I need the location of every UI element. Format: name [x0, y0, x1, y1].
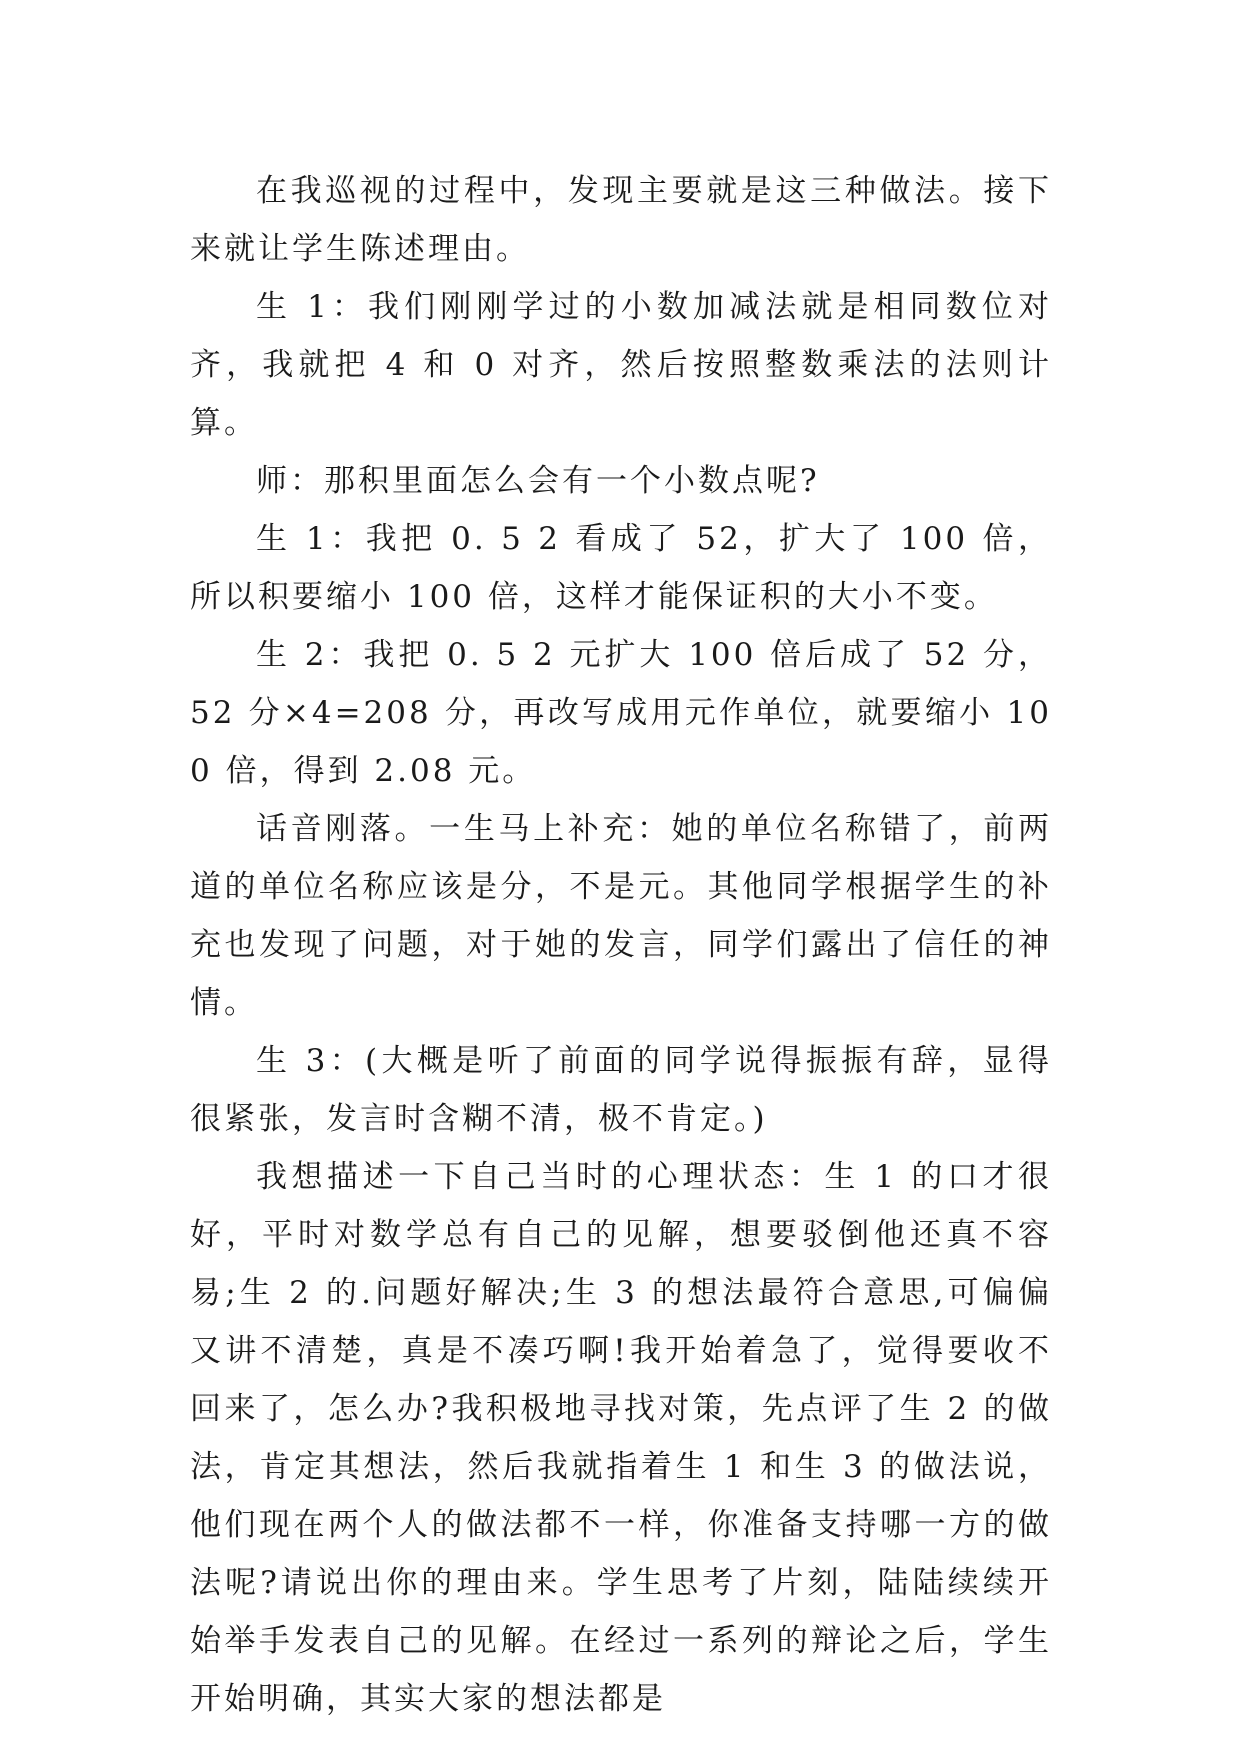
paragraph: 生 1：我们刚刚学过的小数加减法就是相同数位对齐，我就把 4 和 0 对齐，然后按照整数乘法的法则计算。: [190, 289, 1052, 441]
paragraph: 生 3：(大概是听了前面的同学说得振振有辞，显得很紧张，发言时含糊不清，极不肯定。): [190, 1043, 1052, 1137]
paragraph: 生 1：我把 0. 5 2 看成了 52，扩大了 100 倍，所以积要缩小 100 倍，这样才能保证积的大小不变。: [190, 521, 1052, 615]
paragraph: 话音刚落。一生马上补充：她的单位名称错了，前两道的单位名称应该是分，不是元。其他同学根据学生的补充也发现了问题，对于她的发言，同学们露出了信任的神情。: [190, 811, 1052, 1021]
document-body: [190, 162, 1052, 1728]
paragraph: 师：那积里面怎么会有一个小数点呢?: [256, 463, 820, 499]
paragraph: 我想描述一下自己当时的心理状态：生 1 的口才很好，平时对数学总有自己的见解，想要驳倒他还真不容易;生 2 的.问题好解决;生 3 的想法最符合意思,可偏偏又讲不清楚，真是不凑巧啊!我开始着急了，觉得要收不回来了，怎么办?我积极地寻找对策，先点评了生 2 的做法，肯定其想法，然后我就指着生 1 和生 3 的做法说，他们现在两个人的做法都不一样，你准备支持哪一方的做法呢?请说出你的理由来。学生思考了片刻，陆陆续续开始举手发表自己的见解。在经过一系列的辩论之后，学生开始明确，其实大家的想法都是: [190, 1159, 1052, 1717]
paragraph: 在我巡视的过程中，发现主要就是这三种做法。接下来就让学生陈述理由。: [190, 173, 1052, 267]
paragraph: 生 2：我把 0. 5 2 元扩大 100 倍后成了 52 分，52 分×4=208 分，再改写成用元作单位，就要缩小 100 倍，得到 2.08 元。: [190, 637, 1052, 789]
